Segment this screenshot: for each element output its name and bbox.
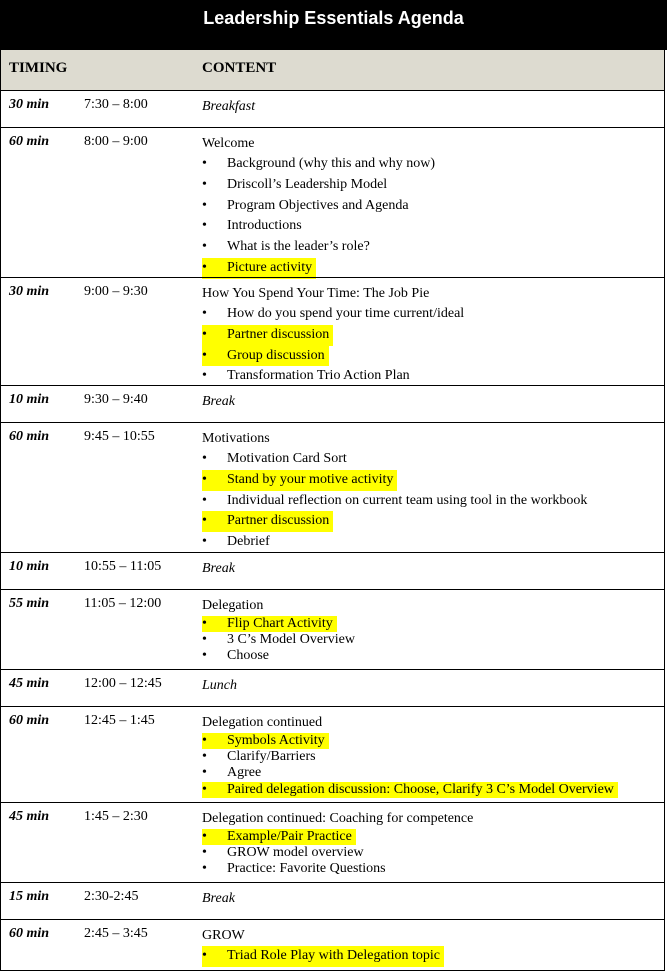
time-cell: 11:05 – 12:00 xyxy=(84,596,162,611)
list-item xyxy=(202,829,356,845)
list-item-text: Practice: Favorite Questions xyxy=(227,861,386,877)
timing-header: TIMING xyxy=(9,60,68,76)
content-cell xyxy=(202,392,660,412)
list-item xyxy=(202,154,660,175)
table-header xyxy=(0,50,665,90)
list-item xyxy=(202,491,660,512)
content-header: CONTENT xyxy=(202,60,277,76)
list-item xyxy=(202,258,316,279)
activity-list xyxy=(202,829,660,878)
list-item xyxy=(202,216,660,237)
list-item xyxy=(202,765,660,781)
list-item-text: Motivation Card Sort xyxy=(227,451,347,466)
activity-list xyxy=(202,154,660,279)
table-row xyxy=(1,802,664,882)
time-cell: 9:30 – 9:40 xyxy=(84,392,148,407)
session-title: Lunch xyxy=(202,678,237,693)
duration-cell: 45 min xyxy=(9,676,50,691)
session-title: Breakfast xyxy=(202,99,256,114)
duration-cell: 60 min xyxy=(9,713,50,728)
list-item xyxy=(202,346,329,367)
list-item-text: What is the leader’s role? xyxy=(227,239,370,255)
session-title: How You Spend Your Time: The Job Pie xyxy=(202,286,430,301)
time-cell: 7:30 – 8:00 xyxy=(84,97,148,112)
table-row xyxy=(1,90,664,127)
session-title: Motivations xyxy=(202,431,270,446)
list-item-text: Example/Pair Practice xyxy=(227,829,352,844)
table-row xyxy=(1,882,664,919)
list-item xyxy=(202,196,660,217)
duration-cell: 55 min xyxy=(9,596,50,611)
time-cell: 1:45 – 2:30 xyxy=(84,809,148,824)
content-cell xyxy=(202,284,660,387)
list-item xyxy=(202,616,337,632)
list-item xyxy=(202,532,660,553)
page-title: Leadership Essentials Agenda xyxy=(0,0,667,50)
list-item xyxy=(202,946,444,967)
table-row xyxy=(1,277,664,385)
list-item xyxy=(202,632,660,648)
list-item-text: 3 C’s Model Overview xyxy=(227,632,355,648)
list-item-text: Individual reflection on current team using tool in the workbook xyxy=(227,492,588,508)
list-item-text: Paired delegation discussion: Choose, Clarify 3 C’s Model Overview xyxy=(227,781,614,797)
time-cell: 2:30-2:45 xyxy=(84,889,139,904)
duration-cell: 60 min xyxy=(9,429,50,444)
list-item-text: Agree xyxy=(227,765,262,781)
session-title: GROW xyxy=(202,928,245,943)
list-item-text: Group discussion xyxy=(227,347,325,363)
agenda-table xyxy=(0,90,665,971)
session-title: Delegation continued xyxy=(202,715,323,730)
session-title: Break xyxy=(202,394,235,409)
activity-list xyxy=(202,616,660,665)
duration-cell: 60 min xyxy=(9,926,50,941)
table-row xyxy=(1,422,664,552)
list-item-text: Clarify/Barriers xyxy=(227,749,316,765)
activity-list xyxy=(202,304,660,387)
list-item xyxy=(202,325,333,346)
list-item xyxy=(202,845,660,861)
table-row xyxy=(1,552,664,589)
content-cell xyxy=(202,713,660,798)
table-row xyxy=(1,385,664,422)
content-cell xyxy=(202,889,660,909)
list-item-text: Program Objectives and Agenda xyxy=(227,197,409,213)
session-title: Break xyxy=(202,891,235,906)
list-item xyxy=(202,782,618,798)
list-item-text: Background (why this and why now) xyxy=(227,156,436,171)
duration-cell: 30 min xyxy=(9,97,50,112)
list-item-text: Stand by your motive activity xyxy=(227,471,394,487)
list-item xyxy=(202,175,660,196)
content-cell xyxy=(202,676,660,696)
time-cell: 9:00 – 9:30 xyxy=(84,284,148,299)
list-item xyxy=(202,648,660,664)
list-item-text: Choose xyxy=(227,648,269,664)
list-item xyxy=(202,470,397,491)
table-row xyxy=(1,706,664,802)
duration-cell: 60 min xyxy=(9,134,50,149)
list-item-text: Driscoll’s Leadership Model xyxy=(227,176,388,192)
session-title: Welcome xyxy=(202,136,255,151)
list-item-text: Picture activity xyxy=(227,259,313,275)
list-item xyxy=(202,511,333,532)
list-item-text: Introductions xyxy=(227,218,302,234)
duration-cell: 30 min xyxy=(9,284,50,299)
content-cell xyxy=(202,926,660,967)
list-item-text: Flip Chart Activity xyxy=(227,616,333,631)
content-cell xyxy=(202,809,660,878)
activity-list xyxy=(202,449,660,553)
table-row xyxy=(1,919,664,971)
session-title: Break xyxy=(202,561,235,576)
table-row xyxy=(1,669,664,706)
list-item-text: Debrief xyxy=(227,534,270,550)
table-row xyxy=(1,589,664,669)
list-item-text: Symbols Activity xyxy=(227,733,325,748)
duration-cell: 10 min xyxy=(9,559,50,574)
list-item xyxy=(202,861,660,877)
content-cell xyxy=(202,596,660,665)
content-cell xyxy=(202,97,660,117)
content-cell xyxy=(202,134,660,279)
content-cell xyxy=(202,559,660,579)
time-cell: 12:00 – 12:45 xyxy=(84,676,162,691)
time-cell: 9:45 – 10:55 xyxy=(84,429,155,444)
list-item-text: Triad Role Play with Delegation topic xyxy=(227,948,440,963)
list-item-text: Partner discussion xyxy=(227,326,330,342)
session-title: Delegation xyxy=(202,598,264,613)
list-item xyxy=(202,449,660,470)
time-cell: 8:00 – 9:00 xyxy=(84,134,148,149)
list-item xyxy=(202,749,660,765)
time-cell: 10:55 – 11:05 xyxy=(84,559,162,574)
list-item-text: Partner discussion xyxy=(227,513,330,529)
list-item xyxy=(202,304,660,325)
session-title: Delegation continued: Coaching for competence xyxy=(202,811,474,826)
duration-cell: 45 min xyxy=(9,809,50,824)
list-item xyxy=(202,237,660,258)
list-item xyxy=(202,733,329,749)
time-cell: 12:45 – 1:45 xyxy=(84,713,155,728)
content-cell xyxy=(202,429,660,553)
list-item-text: Transformation Trio Action Plan xyxy=(227,368,410,384)
activity-list xyxy=(202,733,660,798)
duration-cell: 10 min xyxy=(9,392,50,407)
duration-cell: 15 min xyxy=(9,889,50,904)
time-cell: 2:45 – 3:45 xyxy=(84,926,148,941)
list-item-text: GROW model overview xyxy=(227,845,364,861)
list-item-text: How do you spend your time current/ideal xyxy=(227,306,465,321)
activity-list xyxy=(202,946,660,967)
table-row xyxy=(1,127,664,277)
